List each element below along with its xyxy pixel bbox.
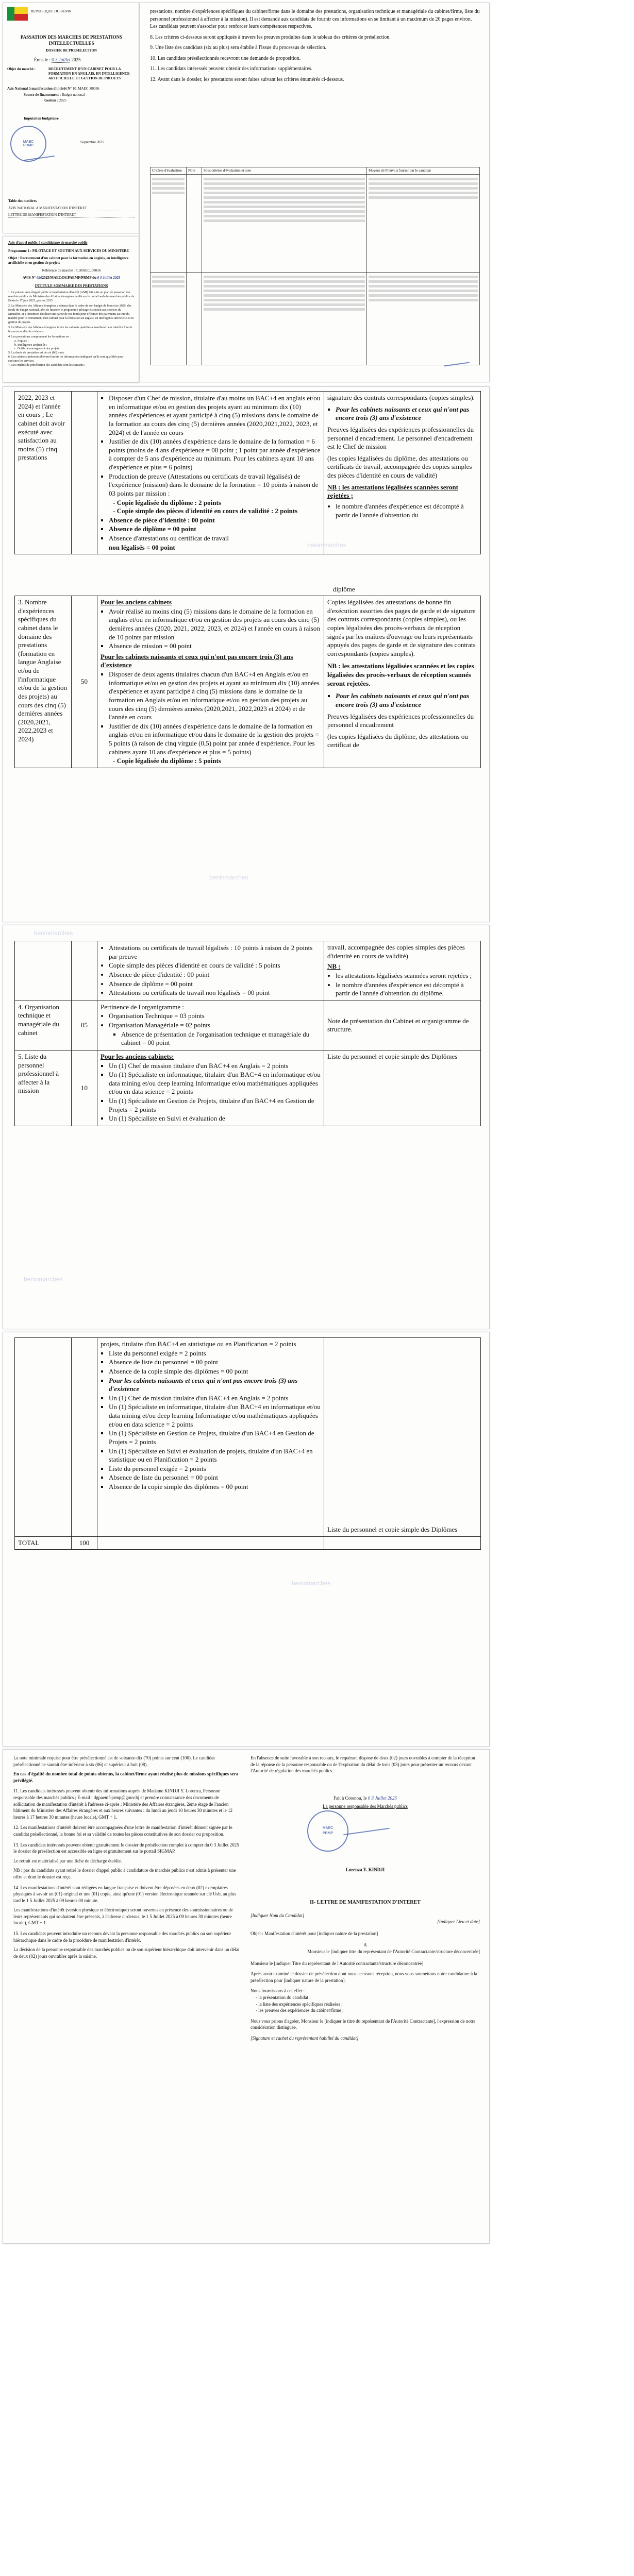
avis-no: 020 xyxy=(36,276,42,280)
avis-label: Avis National à manifestation d'intérêt N° xyxy=(7,87,72,91)
note-value: 10 xyxy=(81,1083,88,1092)
letter-line: Nous fournissons à cet effet : xyxy=(251,1988,305,1994)
place-label: Fait à Cotonou, le xyxy=(333,1795,367,1801)
subcriterion: ▪ Absence de mission = 00 point xyxy=(109,642,321,651)
reference-line xyxy=(8,268,135,273)
proof-text: • le nombre d'années d'expérience est décompté à partir de l'année d'obtention du xyxy=(336,502,477,519)
subcriterion: ▪ Production de preuve (Attestations ou certificats de travail légalisés) de l'expérience (mission) dans le domaine de la formation = 10 points à raison de 03 points par mission : xyxy=(109,472,321,498)
subcriterion: ▪ Un (1) Spécialiste en informatique, titulaire d'un BAC+4 en informatique et/ou data mining et/ou deep learning Informatique et/ou mathématiques appliquées et/ou en data science = 2 points xyxy=(109,1403,321,1429)
paragraph: c. Outils de management des projets. xyxy=(14,347,60,351)
subcriterion: ▪ Absence de présentation de l'organisation technique et managériale du cabinet = 00 point xyxy=(121,1030,321,1047)
letter-line: Monsieur le [indiquer Titre du représentant de l'Autorité contractante/structure déconcentrée] xyxy=(251,1960,424,1966)
letter-line: [Indiquer Nom du Candidat] xyxy=(251,1912,305,1918)
paragraph: 11. Les candidats intéressés peuvent obtenir des informations supplémentaires. xyxy=(150,66,313,72)
letter-line: A xyxy=(363,1942,367,1948)
subcriterion: ▪ Un (1) Spécialiste en Gestion de Projets, titulaire d'un BAC+4 en Gestion de Projets = 2 points xyxy=(109,1097,321,1114)
subcriterion: ▪ Liste du personnel exigée = 2 points xyxy=(109,1465,321,1473)
letter-title: II- LETTRE DE MANIFESTATION D'INTERET xyxy=(310,1899,421,1905)
place-date: 0 3 Juillet 2025 xyxy=(368,1795,397,1801)
benin-flag xyxy=(7,7,28,21)
proof-text: • les attestations légalisées scannées seront rejetées ; xyxy=(336,972,477,980)
subcriterion: ▪ Un (1) Spécialiste en Gestion de Projets, titulaire d'un BAC+4 en Gestion de Projets = 2 points xyxy=(109,1429,321,1446)
criterion-text: 5. Liste du personnel professionnel à affecter à la mission xyxy=(18,1052,59,1095)
criterion-text: 3. Nombre d'expériences spécifiques du cabinet dans le domaine des prestations (formation en langue Anglaise et/ou de l'informatique et/ou de la gestion des projets) au cours des cinq (5) dernières années (2020,2021, 2022,2023 et 2024) xyxy=(18,598,67,743)
subcriterion: non légalisés = 00 point xyxy=(109,543,175,551)
subcriterion: • Copie simple des pièces d'identité en cours de validité : 5 points xyxy=(109,961,321,970)
signer-title: La personne responsable des Marchés publics xyxy=(323,1804,408,1809)
criteria-page-1 xyxy=(3,386,490,922)
watermark: beninmarches xyxy=(209,874,248,881)
paragraph: 13. Les candidats intéressés peuvent obtenir gratuitement le dossier de présélection complet à compter du 0 3 Juillet 2025 le dossier de présélection est accessible en ligne et gratuitement sur le portail SIGMAP. xyxy=(13,1842,239,1854)
market-object xyxy=(7,67,136,81)
subcriterion: ▪ Un (1) Chef de mission titulaire d'un BAC+4 en Anglais = 2 points xyxy=(109,1394,321,1403)
subcriterion: ▪ Absence de liste du personnel = 00 point xyxy=(109,1473,321,1482)
subcriterion: ▪ Absence de diplôme = 00 point xyxy=(109,525,321,534)
criteria-page-2 xyxy=(3,925,490,1329)
criteria-intro-page xyxy=(139,3,490,382)
criterion-cell xyxy=(15,941,72,1001)
letter-line: - la présentation du candidat ; xyxy=(256,1994,311,2000)
note-cell xyxy=(72,1338,97,1537)
subcriterion: ▪ Justifier de dix (10) années d'expérience dans le domaine de la formation en anglais et/ou en informatique et/ou dans le domaine de la gestion des projets = 5 points (à raison de cinq virgule (0,5) point par année d'expérience. Pour les cabinets ayant 10 ans d'expérience et plus = 5 points) xyxy=(109,722,321,757)
table-row xyxy=(15,941,481,1001)
subcriteria-cell xyxy=(97,1050,324,1126)
paragraph: 11. Les candidats intéressés peuvent obtenir des informations auprès de Madame KINDJI Y. Lorenza, Personne responsable des marchés publics ; E-mail : dgpaemf-prmp@gouv.bj et prendre connaissance des documents de sollicitation de manifestation d'intérêt à l'adresse ci-après : Ministère des Affaires étrangères, 2ème étage de l'ancien bâtiment du Ministère des Affaires étrangères et aux heures suivantes : du lundi au jeudi 10 heures 30 minutes et le 12 heures à 17 heures 30 minutes (heure locale), GMT + 1. xyxy=(13,1788,232,1820)
avis-no-label: AVIS N° xyxy=(22,276,36,280)
proof-text: (les copies légalisées du diplôme, des attestations ou certificats de travail, accompagnée des copies simples des pièces d'identité en cours de validité) xyxy=(327,454,472,479)
watermark: beninmarches xyxy=(307,541,346,549)
table-row xyxy=(15,596,481,768)
note-value: 50 xyxy=(81,677,88,686)
cover-title-line2: INTELLECTUELLES xyxy=(48,41,94,46)
subcriterion: - Copie légalisée du diplôme : 2 points xyxy=(113,498,221,506)
paragraph: 1. Le présent Avis d'appel public à manifestation d'intérêt (AMI) fait suite au plan de passation des marchés publics du Ministère des Affaires étrangères publié sur le portail web des marchés publics du Bénin le 17 juin 2025, gestion 2025. xyxy=(8,291,135,302)
source-value: Budget national xyxy=(61,93,85,97)
header-cell: Critères d'évaluation xyxy=(151,167,187,175)
proof-text: travail, accompagnée des copies simples des pièces d'identité en cours de validité) xyxy=(327,943,465,960)
avis-body xyxy=(8,291,135,367)
subcriterion: ▪ Disposer d'un Chef de mission, titulaire d'au moins un BAC+4 en anglais et/ou en informatique et/ou en gestion des projets ayant au minimum dix (10) années d'expériences et ayant participé à cinq (5) missions dans le domaine de la formation au cours des cinq (5) dernières années (2020,2021,2022, 2023, et 2024) et de l'année en cours xyxy=(109,394,321,437)
paragraph: Les manifestations d'intérêt (version physique et électronique) seront ouvertes en présence des soumissionnaires ou de leurs représentants qui souhaitent être présents, à l'adresse ci-dessus, le 1 5 Juillet 2025 à 09 heures 30 minutes (heure locale), GMT + 1. xyxy=(13,1907,233,1926)
subcriterion: • Attestations ou certificats de travail non légalisés = 00 point xyxy=(109,989,321,997)
signature xyxy=(343,1828,389,1836)
gestion-label: Gestion : xyxy=(44,98,59,103)
signature-block xyxy=(251,1795,480,1873)
diploma-continuation: diplôme xyxy=(333,585,355,593)
paragraph: a. Anglais ; xyxy=(14,339,29,343)
subcriterion: - Copie simple des pièces d'identité en cours de validité : 2 points xyxy=(113,507,298,515)
proof-cell xyxy=(324,1001,481,1050)
official-stamp: MAEC PRMP xyxy=(10,126,46,162)
proof-cell xyxy=(324,941,481,1001)
avis-suffix: 2025/MAEC/DGPAEMF/PRMP du xyxy=(42,276,96,280)
subcriterion: projets, titulaire d'un BAC+4 en statistique ou en Planification = 2 points xyxy=(101,1340,296,1348)
criteria-page-3 xyxy=(3,1332,490,1747)
letter-body xyxy=(251,1912,480,2042)
cover-title-line1: PASSATION DES MARCHES DE PRESTATIONS xyxy=(20,35,123,40)
subcriterion: ▪ Absence de liste du personnel = 00 point xyxy=(109,1358,321,1367)
subcriterion: • Absence de pièce d'identité : 00 point xyxy=(109,971,321,979)
object-label: Objet du marché : xyxy=(7,67,36,71)
criterion-cell xyxy=(15,1050,72,1126)
note-cell xyxy=(72,1001,97,1050)
paragraph: prestations, nombre d'expériences spécifiques du cabinet/firme dans le domaine des prestations, organisation technique et managériale du cabinet/firme, liste du personnel professionnel à affecter à la mission). Il est demandé aux candidats de fournir ces informations en se limitant à un maximum de 20 pages environ. Les candidats peuvent s'associer pour renforcer leurs compétences respectives. xyxy=(150,9,480,29)
cover-subtitle: DOSSIER DE PRESELECTION xyxy=(46,48,97,53)
paragraph: 9. Une liste des candidats (six au plus) sera établie à l'issue du processus de sélection. xyxy=(150,45,326,50)
proof-text: NB : les attestations légalisées scannées et les copies légalisées des procès-verbaux de réception scannés seront rejetées. xyxy=(327,662,474,687)
paragraph: 5. La durée de prestation est de six (06) mois. xyxy=(8,351,65,355)
watermark: beninmarches xyxy=(292,1580,331,1587)
subcriteria-cell xyxy=(97,596,324,768)
subcriterion: ▪ Un (1) Spécialiste en informatique, titulaire d'un BAC+4 en informatique et/ou data mining et/ou deep learning Informatique et/ou mathématiques appliquées et/ou en data science = 2 points xyxy=(109,1071,321,1096)
note-cell xyxy=(72,941,97,1001)
paragraph: 12. Les manifestations d'intérêt doivent être accompagnées d'une lettre de manifestation d'intérêt dûment signée par le candidat présélectionné, la bonne foi et sa validité de toutes les pièces constitutives de son dossier ou proposition. xyxy=(13,1825,232,1837)
subcriteria-cell xyxy=(97,1001,324,1050)
toc-entry[interactable]: AVIS NATIONAL A MANIFESTATION D'INTERET xyxy=(8,206,135,211)
proof-text: Note de présentation du Cabinet et organigramme de structure. xyxy=(327,1016,469,1033)
criterion-cell xyxy=(15,392,72,554)
gestion-line xyxy=(44,98,66,103)
avis-object: Objet : Recrutement d'un cabinet pour la formation en anglais, en intelligence artificielle et en gestion de projets xyxy=(8,256,129,265)
subcriteria-cell xyxy=(97,392,324,554)
criterion-text: 2022, 2023 et 2024) et l'année en cours ; Le cabinet doit avoir exécuté avec satisfaction au moins (5) cinq prestations xyxy=(18,394,65,462)
subcriterion: ▪ Absence de la copie simple des diplômes = 00 point xyxy=(109,1483,321,1492)
proof-text: (les copies légalisées du diplôme, des attestations ou certificat de xyxy=(327,732,468,749)
paragraph: Le retrait est matérialisé par une fiche de décharge établie. xyxy=(13,1858,122,1863)
total-value: 100 xyxy=(72,1536,97,1550)
paragraph: 3. Le Ministère des Affaires étrangères invite les cabinets qualifiés à manifester leur intérêt à fournir les services décrits ci-dessus. xyxy=(8,326,132,334)
issue-date: 0 3 Juillet xyxy=(52,57,71,62)
letter-line: [Signature et cachet du représentant habilité du candidat] xyxy=(251,2035,359,2041)
toc-list xyxy=(8,206,135,218)
paragraph: 10. Les candidats présélectionnés recevront une demande de proposition. xyxy=(150,55,301,61)
proof-text: Preuves légalisées des expériences professionnelles du personnel d'encadrement xyxy=(327,712,474,729)
subcriteria-heading: Pour les anciens cabinets xyxy=(101,598,172,606)
subcriterion: • Attestations ou certificats de travail légalisés : 10 points à raison de 2 points par preuve xyxy=(109,944,321,961)
proof-cell xyxy=(324,1338,481,1537)
criterion-text: 4. Organisation technique et managériale du cabinet xyxy=(18,1003,59,1037)
proof-text: NB : les attestations légalisées scannées seront rejetées ; xyxy=(327,483,458,500)
proof-text: • le nombre d'années d'expérience est décompté à partir de l'année d'obtention du diplôme. xyxy=(336,981,477,998)
proof-text: ▪ Pour les cabinets naissants et ceux qui n'ont pas encore trois (3) ans d'existence xyxy=(336,692,477,709)
issue-date-line xyxy=(34,57,81,63)
criteria-table-3 xyxy=(14,941,481,1126)
criterion-cell xyxy=(15,596,72,768)
subcriterion: ▪ Absence d'attestations ou certificat de travail xyxy=(109,534,321,543)
issue-year: 2025 xyxy=(71,57,81,62)
subcriterion: ▪ Un (1) Spécialiste en Suivi et évaluation de xyxy=(109,1114,321,1123)
ref-label: Référence du marché : xyxy=(42,268,75,273)
proof-text: Copies légalisées des attestations de bonne fin d'exécution assorties des pages de garde et de signature des contrats correspondants (copies simples), ou les copies légalisées des procès-verbaux de réception signés par les maîtres d'ouvrage ou leurs représentants appuyés des pages de garde et de signature des contrats correspondants (copies simples). xyxy=(327,598,476,657)
criterion-cell xyxy=(15,1001,72,1050)
proof-cell xyxy=(324,1050,481,1126)
total-row xyxy=(15,1536,481,1550)
cover-title xyxy=(8,34,135,46)
paragraph: En cas d'égalité du nombre total de points obtenus, la cabinet/firme ayant réalisé plus de missions spécifiques sera privilégié. xyxy=(13,1771,239,1783)
subcriteria-heading: Pour les cabinets naissants et ceux qui n'ont pas encore trois (3) ans d'existence xyxy=(101,652,293,669)
watermark: beninmarches xyxy=(34,929,73,937)
note-value: 05 xyxy=(81,1021,88,1029)
letter-line: Objet : Manifestation d'intérêt pour [indiquer nature de la prestation] xyxy=(251,1930,378,1936)
letter-line: Monsieur le [indiquer titre du représentant de l'Autorité Contractante/structure déconcentrée] xyxy=(307,1948,480,1954)
ref-value: F_MAEC_00036 xyxy=(75,268,101,273)
total-label: TOTAL xyxy=(15,1536,72,1550)
note-cell xyxy=(72,1050,97,1126)
final-page xyxy=(3,1749,490,2244)
proof-text: ▪ Pour les cabinets naissants et ceux qui n'ont pas encore trois (3) ans d'existence xyxy=(336,405,477,422)
object-line: RECRUTEMENT D'UN CABINET POUR LA xyxy=(48,67,121,72)
letter-line: Après avoir examiné le dossier de présélection dont nous accusons réception, nous vous soumettons notre candidature à la présélection pour [indiquer nature de la prestation]. xyxy=(251,1971,477,1983)
criteria-summary-table xyxy=(150,167,480,365)
issue-label: Émis le : xyxy=(34,57,51,62)
source-label: Source de financement : xyxy=(24,93,61,97)
criteria-table-1 xyxy=(14,391,481,554)
programme: Programme 1 : PILOTAGE ET SOUTIEN AUX SERVICES DU MINISTERE xyxy=(8,249,129,253)
signer-name: Lorenza Y. KINDJI xyxy=(345,1867,385,1872)
header-cell: Sous critères d'évaluation et note xyxy=(202,167,367,175)
subcriterion: ▪ Un (1) Spécialiste en Suivi et évaluation de projets, titulaire d'un BAC+4 en statistique ou en Planification = 2 points xyxy=(109,1447,321,1464)
proof-text: Liste du personnel et copie simple des Diplômes xyxy=(327,1052,458,1060)
paragraph: 4. Les prestations comprennent les formations en : xyxy=(8,335,71,338)
subcriterion: • Organisation Technique = 03 points xyxy=(109,1012,321,1021)
subcriterion: - Copie légalisée du diplôme : 5 points xyxy=(113,757,221,765)
subcriterion: ▪ Absence de pièce d'identité : 00 point xyxy=(109,516,321,525)
avis-line xyxy=(7,87,136,91)
avis-number-line xyxy=(6,276,137,280)
table-row xyxy=(15,392,481,554)
subcriterion: ▪ Un (1) Chef de mission titulaire d'un BAC+4 en Anglais = 2 points xyxy=(109,1062,321,1071)
subcriterion: • Absence de diplôme = 00 point xyxy=(109,980,321,989)
object-line: FORMATION EN ANGLAIS, EN INTELLIGENCE xyxy=(48,72,130,76)
avis-heading: Avis d'appel public à candidature de marché public xyxy=(8,241,88,245)
subcriterion: ▪ Disposer de deux agents titulaires chacun d'un BAC+4 en Anglais et/ou en informatique et/ou en gestion des projets et ayant au minimum dix (10) années d'expérience et ayant participé à cinq (5) missions dans le domaine de la formation en Anglais et/ou en informatique et/ou en gestion des projets au cours des cinq (5) dernières années (2020,2021, 2022,2023 et 2024) et de l'année en cours xyxy=(109,670,321,722)
letter-line: Nous vous prions d'agréer, Monsieur le [indiquer le titre du représentant de l'Autorité Contractante], l'expression de notre considération distinguée. xyxy=(251,2018,476,2030)
paragraph: 8. Les critères ci-dessous seront appliqués à travers les preuves produites dans le tableau des critères de présélection. xyxy=(150,34,391,40)
left-column xyxy=(13,1755,240,1962)
proof-cell xyxy=(324,596,481,768)
source-line xyxy=(24,93,85,97)
proof-text: Preuves légalisées des expériences professionnelles du personnel d'encadrement. Le personnel d'encadrement est le Chef de mission xyxy=(327,425,474,451)
avis-number: 10_MAEC_00036 xyxy=(72,87,99,91)
watermark: beninmarches xyxy=(24,1276,63,1283)
paragraph: 12. Avant dans le dossier, les prestations seront faites suivant les critères énumérés ci-dessous. xyxy=(150,76,344,82)
ministry-name: REPUBLIQUE DU BENIN xyxy=(31,9,72,13)
table-header-row xyxy=(151,167,480,175)
cover-date: Septembre 2025 xyxy=(80,140,104,144)
toc-entry[interactable]: LETTRE DE MANIFESTATION D'INTERET xyxy=(8,213,135,218)
letter-line: - la liste des expériences spécifiques réalisées ; xyxy=(256,2001,343,2007)
subcriterion: ▪ Absence de la copie simple des diplômes = 00 point xyxy=(109,1367,321,1376)
paragraph: En l'absence de suite favorable à son recours, le requérant dispose de deux (02) jours ouvrables à compter de la réception de la réponse de la personne responsable ou de l'expiration du délai de trois (03) jours pour présenter un recours devant l'Autorité de régulation des marchés publics. xyxy=(251,1755,475,1774)
official-stamp: MAEC PRMP xyxy=(307,1810,348,1852)
cover-page xyxy=(3,3,139,233)
paragraph: La note minimale requise pour être présélectionné est de soixante-dix (70) points sur cent (100). Le candidat présélectionné ne saurait être inférieur à six (06) et supérieur à huit (08). xyxy=(13,1755,215,1767)
table-row xyxy=(151,272,480,365)
right-column xyxy=(251,1755,480,2041)
subcriterion: • Organisation Managériale = 02 points xyxy=(109,1021,321,1030)
subcriterion: ▪ Justifier de dix (10) années d'expérience dans le domaine de la formation = 6 points (moins de 4 ans d'expérience = 00 point ; 1 point par année d'expérience à compter de 5 ans d'expérience au minimum. Pour les cabinets ayant 10 ans d'expérience et plus = 6 points) xyxy=(109,437,321,472)
letter-line: - les preuves des expériences du cabinet/firme ; xyxy=(256,2008,344,2013)
proof-text: signature des contrats correspondants (copies simples). xyxy=(327,394,475,401)
subcriterion: ▪ Liste du personnel exigée = 2 points xyxy=(109,1349,321,1358)
paragraph: b. Intelligence artificielle ; xyxy=(14,343,47,347)
intro-text xyxy=(150,8,480,87)
table-row xyxy=(15,1338,481,1537)
subcriteria-heading: ▪ Pour les cabinets naissants et ceux qui n'ont pas encore trois (3) ans d'existence xyxy=(109,1377,321,1394)
sommaire-title: INTITULE SOMMAIRE DES PRESTATIONS xyxy=(35,284,108,288)
table-row xyxy=(15,1050,481,1126)
avis-date: 0 3 Juillet 2025 xyxy=(97,276,121,280)
header-cell: Note xyxy=(187,167,202,175)
paragraph: 2. Le Ministère des Affaires étrangères a obtenu dans le cadre de son budget de l'exercice 2025, des fonds du budget national, afin de financer le programme pilotage et soutien aux services du Ministère, et a l'intention d'utiliser une partie de ces fonds pour effectuer des paiements au titre du marché pour le recrutement d'un cabinet pour la formation en anglais, en intelligence artificielle et en gestion de projets. xyxy=(8,304,134,324)
paragraph: NB : pas du candidats ayant retiré le dossier d'appel public à candidature de marchés publics n'est admis à présenter une offre et dont le dossier est reçu. xyxy=(13,1868,236,1879)
paragraph: 14. Les manifestations d'intérêt sont rédigées en langue française et doivent être déposées en deux (02) exemplaires physiques à savoir un (01) original et une (01) copie, ainsi qu'une (01) version électronique scannée sur clé Usb, au plus tard le 1 5 Juillet 2025 à 09 heures 00 minute. xyxy=(13,1885,236,1903)
table-row xyxy=(151,174,480,272)
paragraph: 7. Les critères de présélection des candidats sont les suivants : xyxy=(8,363,86,367)
gestion-value: 2025 xyxy=(59,98,66,103)
subcriterion: Pertinence de l'organigramme : xyxy=(101,1003,185,1011)
subcriteria-heading: Pour les anciens cabinets: xyxy=(101,1052,174,1060)
note-cell xyxy=(72,392,97,554)
subcriteria-cell xyxy=(97,1338,324,1537)
subcriterion: ▪ Avoir réalisé au moins cinq (5) missions dans le domaine de la formation en anglais et/ou en informatique et/ou en gestion des projets au cours des cinq (5) dernières années (2020, 2021, 2022, 2023, et 2024) et l'année en cours à raison de 10 points par mission xyxy=(109,607,321,642)
paragraph: La décision de la personne responsable des marchés publics ou de son supérieur hiérarchique doit intervenir dans un délai de deux (02) jours ouvrables après la saisine. xyxy=(13,1947,240,1959)
subcriteria-cell xyxy=(97,941,324,1001)
toc-title: Table des matières xyxy=(8,199,37,203)
paragraph: 15. Les candidats peuvent introduire un recours devant la personne responsable des marchés publics ou son supérieur hiérarchique dans le cadre de la procédure de manifestation d'intérêt. xyxy=(13,1931,231,1943)
note-cell xyxy=(72,596,97,768)
imputation-label: Imputation budgétaire xyxy=(24,116,59,121)
proof-text: Liste du personnel et copie simple des Diplômes xyxy=(327,1526,458,1533)
paragraph: 6. Les cabinets intéressés doivent fournir les informations indiquant qu'ils sont qualifiés pour exécuter les services. xyxy=(8,355,124,363)
criterion-cell xyxy=(15,1338,72,1537)
header-cell: Moyens de Preuve à fournir par le candidat xyxy=(367,167,480,175)
criteria-table-4 xyxy=(14,1337,481,1550)
object-line: ARTIFICIELLE ET GESTION DE PROJETS xyxy=(48,76,121,81)
criteria-table-2 xyxy=(14,596,481,768)
proof-cell xyxy=(324,392,481,554)
table-row xyxy=(15,1001,481,1050)
avis-page xyxy=(3,236,139,383)
proof-text: NB : xyxy=(327,962,341,971)
letter-line: [Indiquer Lieu et date] xyxy=(437,1919,480,1925)
